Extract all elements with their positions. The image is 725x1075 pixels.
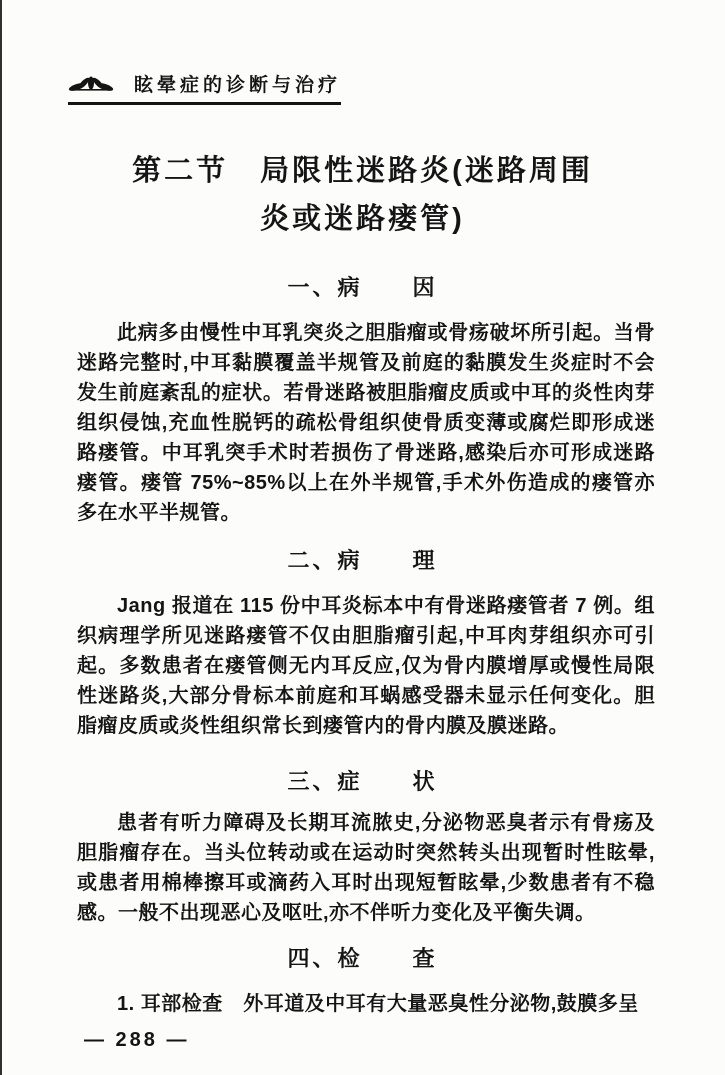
text-line: 患者有听力障碍及长期耳流脓史,分泌物恶臭者示有骨疡及 [117,812,655,834]
section-heading-pathology: 二、病 理 [287,548,438,573]
text-line: 1. 耳部检查 外耳道及中耳有大量恶臭性分泌物,鼓膜多呈 [117,993,639,1015]
chapter-title [0,147,725,243]
paragraph-etiology [0,318,725,528]
section-heading-symptoms: 三、症 状 [287,769,438,794]
text-line: 发生前庭紊乱的症状。若骨迷路被胆脂瘤皮质或中耳的炎性肉芽 [77,382,655,404]
text-line: Jang 报道在 115 份中耳炎标本中有骨迷路瘘管者 7 例。组 [117,595,655,617]
text-line: 多在水平半规管。 [77,502,241,524]
text-line: 或患者用棉棒擦耳或滴药入耳时出现短暂眩晕,少数患者有不稳 [77,872,655,894]
text-line: 迷路完整时,中耳黏膜覆盖半规管及前庭的黏膜发生炎症时不会 [77,352,655,374]
text-line: 胆脂瘤存在。当头位转动或在运动时突然转头出现暂时性眩晕, [77,842,655,864]
section-heading-examination: 四、检 查 [287,946,438,971]
paragraph-symptoms [0,808,725,928]
text-line: 脂瘤皮质或炎性组织常长到瘘管内的骨内膜及膜迷路。 [77,715,569,737]
leaf-ornament-icon [68,74,114,94]
page-number: — 288 — [84,1029,190,1051]
paragraph-examination [0,989,725,1019]
text-line: 此病多由慢性中耳乳突炎之胆脂瘤或骨疡破坏所引起。当骨 [117,322,655,344]
chapter-title-line-1: 第二节 局限性迷路炎(迷路周围 [132,155,593,187]
section-heading-etiology: 一、病 因 [287,275,438,300]
text-line: 组织侵蚀,充血性脱钙的疏松骨组织使骨质变薄或腐烂即形成迷 [77,412,655,434]
scan-edge-artifact [0,0,2,1075]
book-title: 眩晕症的诊断与治疗 [134,75,342,96]
text-line: 性迷路炎,大部分骨标本前庭和耳蜗感受器未显示任何变化。胆 [77,685,655,707]
running-header [68,70,341,105]
text-line: 路瘘管。中耳乳突手术时若损伤了骨迷路,感染后亦可形成迷路 [77,442,655,464]
chapter-title-line-2: 炎或迷路瘘管) [260,203,465,235]
paragraph-pathology [0,591,725,741]
text-line: 感。一般不出现恶心及呕吐,亦不伴听力变化及平衡失调。 [77,902,596,924]
text-line: 织病理学所见迷路瘘管不仅由胆脂瘤引起,中耳肉芽组织亦可引 [77,625,655,647]
text-line: 起。多数患者在瘘管侧无内耳反应,仅为骨内膜增厚或慢性局限 [77,655,655,677]
text-line: 瘘管。瘘管 75%~85%以上在外半规管,手术外伤造成的瘘管亦 [77,472,655,494]
